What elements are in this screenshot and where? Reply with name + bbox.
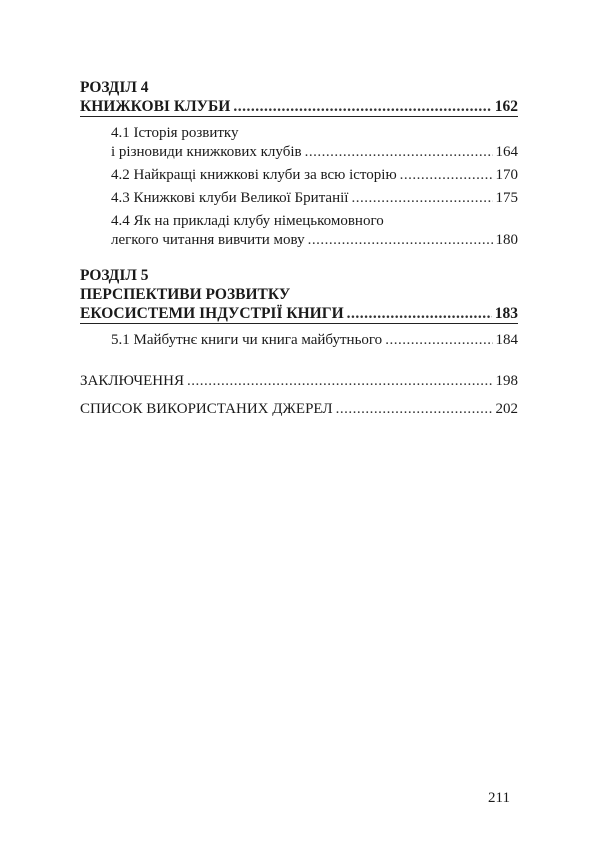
dot-leader [400,166,493,185]
chapter-5-title-line1: ПЕРСПЕКТИВИ РОЗВИТКУ [80,286,291,303]
chapter-5-title-line2: ЕКОСИСТЕМИ ІНДУСТРІЇ КНИГИ [80,305,344,322]
chapter-5 [80,266,518,350]
chapter-5-label: РОЗДІЛ 5 [80,267,149,284]
conclusion-page: 198 [495,373,518,389]
entry-4-4-page: 180 [495,232,518,248]
entry-4-4-line2: легкого читання вивчити мову [111,232,305,248]
chapter-5-page: 183 [494,305,518,322]
toc-entry-4-2[interactable] [80,166,518,185]
dot-leader [308,231,493,250]
references-page: 202 [495,401,518,417]
entry-4-3-title: 4.3 Книжкові клуби Великої Британії [111,190,349,206]
entry-4-2-page: 170 [495,167,518,183]
entry-4-1-line2: і різновиди книжкових клубів [111,144,302,160]
dot-leader [233,97,491,116]
entry-4-1-line1: 4.1 Історія розвитку [111,125,239,141]
dot-leader [347,304,492,323]
chapter-4-title-row[interactable] [80,97,518,116]
dot-leader [305,143,493,162]
dot-leader [187,372,493,391]
dot-leader [351,189,492,208]
dot-leader [385,331,492,350]
toc-entry-4-4[interactable] [80,212,518,250]
chapter-5-title-row[interactable] [80,304,518,323]
toc-entry-4-3[interactable] [80,189,518,208]
entry-5-1-page: 184 [495,332,518,348]
toc-entry-5-1[interactable] [80,331,518,350]
entry-4-4-line1: 4.4 Як на прикладі клубу німецькомовного [111,213,384,229]
chapter-4-label: РОЗДІЛ 4 [80,79,149,96]
chapter-4-title: КНИЖКОВІ КЛУБИ [80,98,231,115]
entry-4-1-page: 164 [495,144,518,160]
entry-5-1-title: 5.1 Майбутнє книги чи книга майбутнього [111,332,383,348]
table-of-contents [80,78,518,419]
chapter-4-page: 162 [494,98,518,115]
references-title: СПИСОК ВИКОРИСТАНИХ ДЖЕРЕЛ [80,401,333,417]
page-number: 211 [488,790,510,806]
toc-entry-references[interactable] [80,400,518,419]
dot-leader [336,400,493,419]
toc-entry-conclusion[interactable] [80,372,518,391]
toc-entry-4-1[interactable] [80,124,518,162]
entry-4-2-title: 4.2 Найкращі книжкові клуби за всю історію [111,167,397,183]
entry-4-3-page: 175 [495,190,518,206]
chapter-4 [80,78,518,250]
conclusion-title: ЗАКЛЮЧЕННЯ [80,373,184,389]
